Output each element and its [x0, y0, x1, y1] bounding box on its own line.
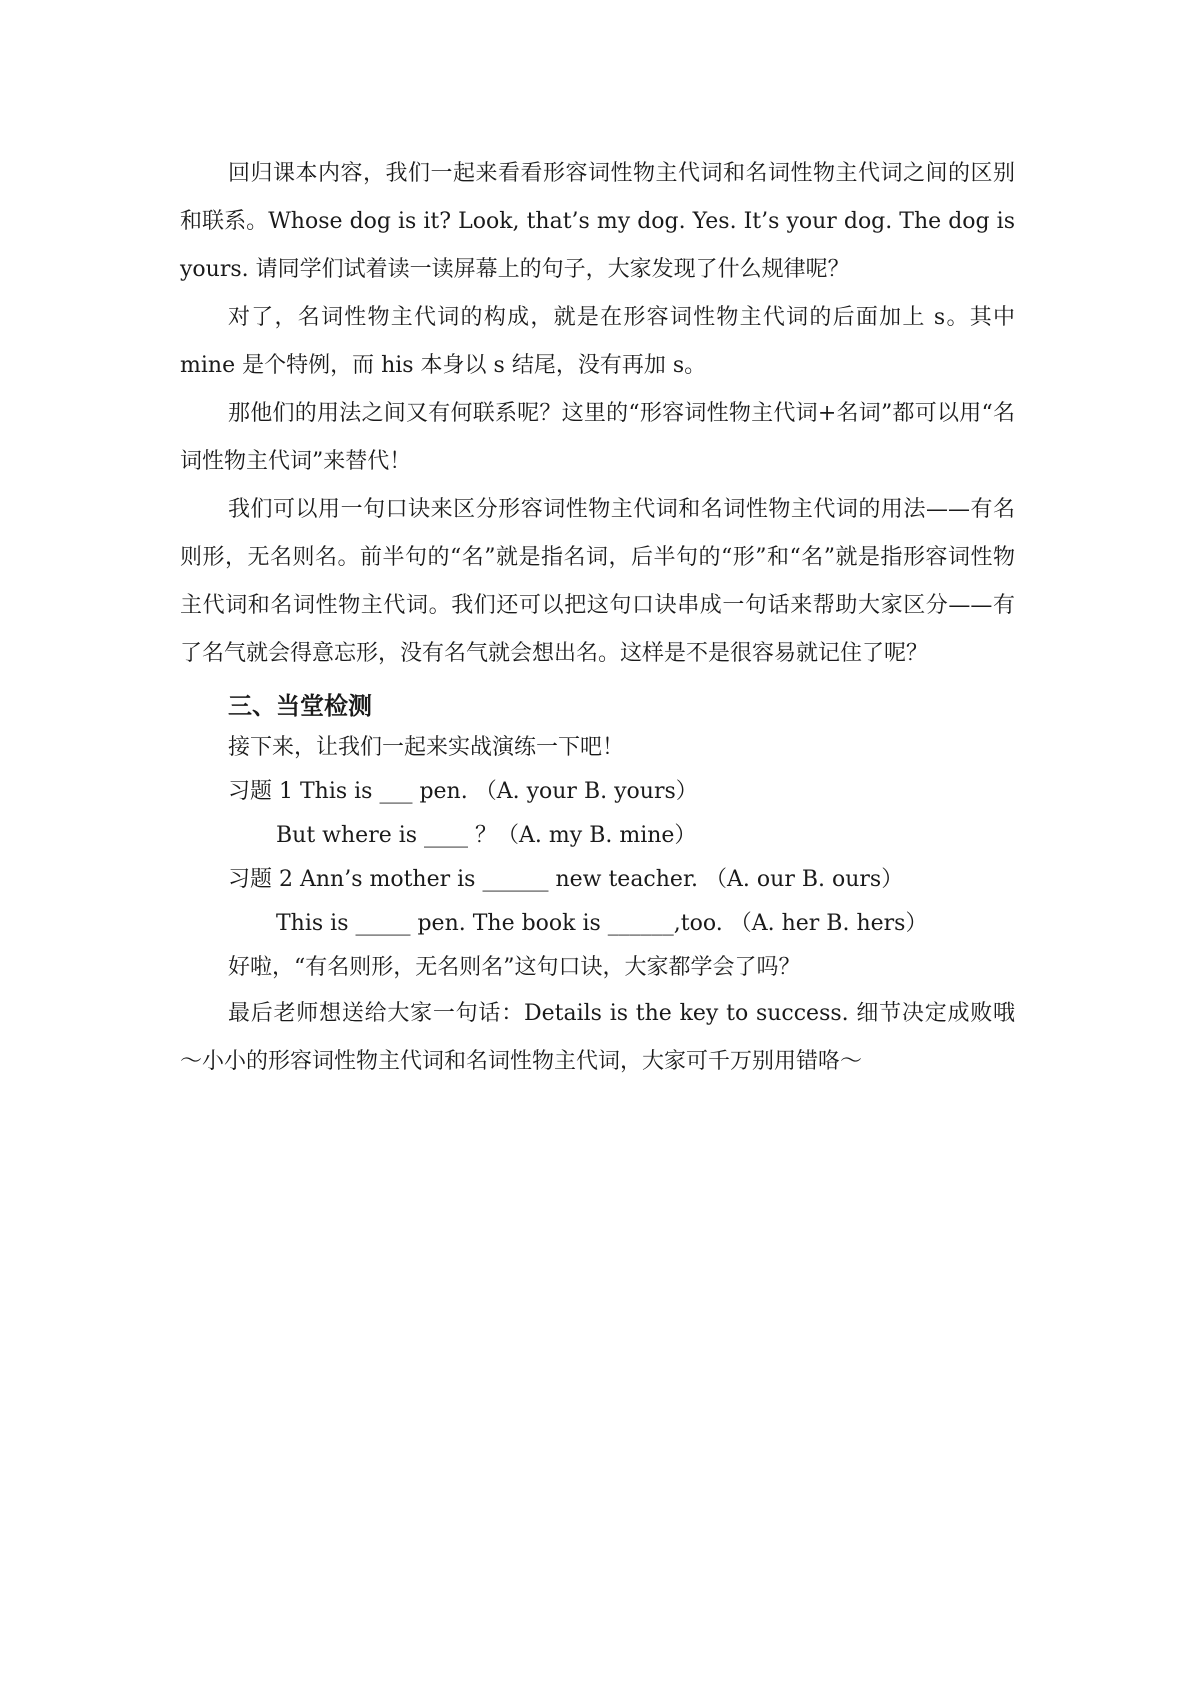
exercise-1-line-1: 习题 1 This is ___ pen. （A. your B. yours）	[228, 779, 698, 804]
after-exercises-text: 好啦，“有名则形，无名则名”这句口诀，大家都学会了吗？	[228, 955, 801, 980]
section-heading: 三、当堂检测	[228, 692, 372, 720]
exercise-2-line-2: This is _____ pen. The book is ______,too. （A. her B. hers）	[276, 911, 928, 936]
paragraph-formation-rule: 对了，名词性物主代词的构成，就是在形容词性物主代词的后面加上 s。其中 mine 是个特例，而 his 本身以 s 结尾，没有再加 s。	[180, 305, 1015, 378]
paragraph-mnemonic: 我们可以用一句口诀来区分形容词性物主代词和名词性物主代词的用法——有名则形，无名则名。前半句的“名”就是指名词，后半句的“形”和“名”就是指形容词性物主代词和名词性物主代词。我们还可以把这句口诀串成一句话来帮助大家区分——有了名气就会得意忘形，没有名气就会想出名。这样是不是很容易就记住了呢？	[180, 497, 1015, 666]
section-intro: 接下来，让我们一起来实战演练一下吧！	[228, 735, 625, 760]
closing-paragraph: 最后老师想送给大家一句话：Details is the key to success. 细节决定成败哦～小小的形容词性物主代词和名词性物主代词，大家可千万别用错咯～	[180, 1001, 1015, 1074]
exercise-1-line-2: But where is ____ ？（A. my B. mine）	[276, 823, 697, 848]
paragraph-textbook-review: 回归课本内容，我们一起来看看形容词性物主代词和名词性物主代词之间的区别和联系。Whose dog is it? Look, that’s my dog. Yes. It’s your dog. The dog is yours. 请同学们试着读一读屏幕上的句子，大家发现了什么规律呢？	[180, 161, 1015, 282]
paragraph-usage-relation: 那他们的用法之间又有何联系呢？这里的“形容词性物主代词+名词”都可以用“名词性物主代词”来替代！	[180, 401, 1015, 474]
exercise-2-line-1: 习题 2 Ann’s mother is ______ new teacher. （A. our B. ours）	[228, 867, 904, 892]
document-body	[180, 150, 1015, 1086]
